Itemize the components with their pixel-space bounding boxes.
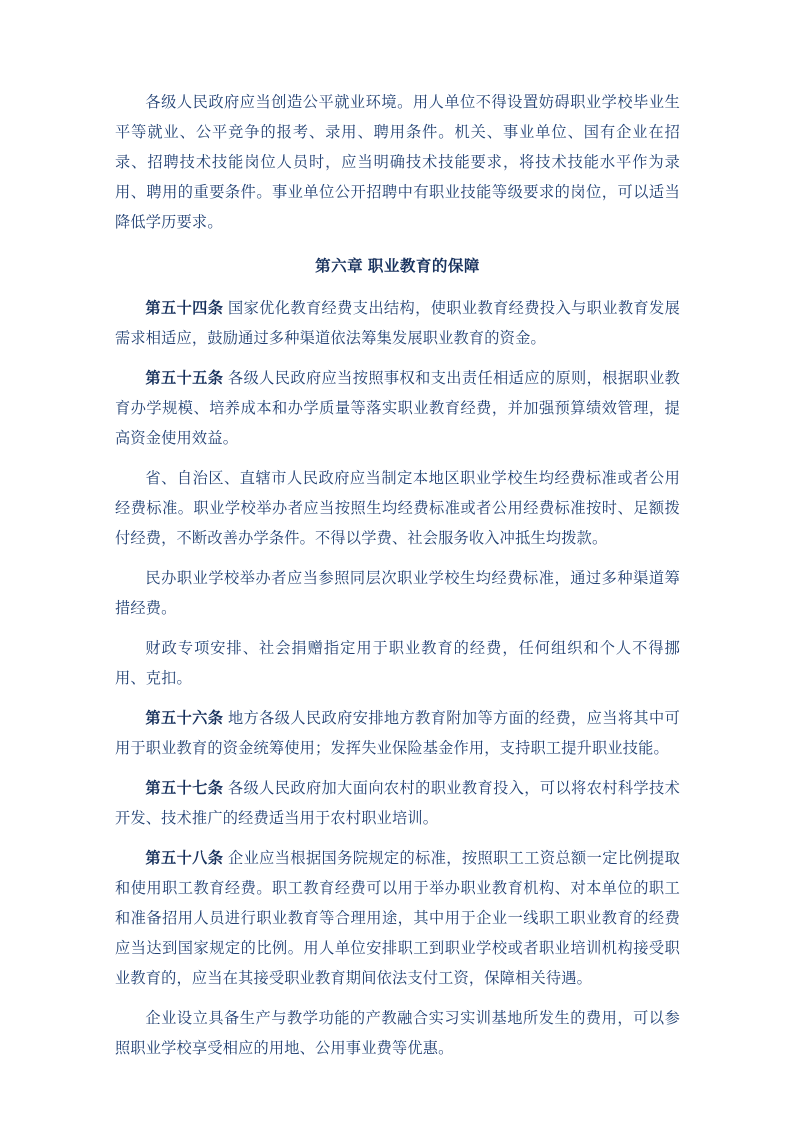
paragraph-text: 各级人民政府加大面向农村的职业教育投入，可以将农村科学技术开发、技术推广的经费适当用于农村职业培训。 bbox=[115, 780, 681, 827]
paragraph-text: 国家优化教育经费支出结构，使职业教育经费投入与职业教育发展需求相适应，鼓励通过多种渠道依法筹集发展职业教育的资金。 bbox=[115, 300, 681, 347]
paragraph-text: 各级人民政府应当按照事权和支出责任相适应的原则，根据职业教育办学规模、培养成本和办学质量等落实职业教育经费，并加强预算绩效管理，提高资金使用效益。 bbox=[115, 370, 681, 447]
body-paragraph: 各级人民政府应当创造公平就业环境。用人单位不得设置妨碍职业学校毕业生平等就业、公平竞争的报考、录用、聘用条件。机关、事业单位、国有企业在招录、招聘技术技能岗位人员时，应当明确技术技能要求，将技术技能水平作为录用、聘用的重要条件。事业单位公开招聘中有职业技能等级要求的岗位，可以适当降低学历要求。 bbox=[115, 94, 680, 231]
article-paragraph bbox=[115, 844, 680, 994]
article-number: 第五十五条 bbox=[145, 370, 224, 387]
body-paragraph: 民办职业学校举办者应当参照同层次职业学校生均经费标准，通过多种渠道筹措经费。 bbox=[115, 570, 680, 617]
body-paragraph: 企业设立具备生产与教学功能的产教融合实习实训基地所发生的费用，可以参照职业学校享受相应的用地、公用事业费等优惠。 bbox=[115, 1010, 680, 1057]
paragraph-text: 地方各级人民政府安排地方教育附加等方面的经费，应当将其中可用于职业教育的资金统筹使用；发挥失业保险基金作用，支持职工提升职业技能。 bbox=[115, 710, 681, 757]
article-number: 第五十六条 bbox=[145, 710, 224, 727]
article-number: 第五十四条 bbox=[145, 300, 224, 317]
article-paragraph bbox=[115, 364, 680, 454]
body-paragraph: 省、自治区、直辖市人民政府应当制定本地区职业学校生均经费标准或者公用经费标准。职业学校举办者应当按照生均经费标准或者公用经费标准按时、足额拨付经费，不断改善办学条件。不得以学费、社会服务收入冲抵生均拨款。 bbox=[115, 470, 680, 547]
article-number: 第五十八条 bbox=[145, 850, 224, 867]
article-number: 第五十七条 bbox=[145, 780, 224, 797]
body-paragraph: 财政专项安排、社会捐赠指定用于职业教育的经费，任何组织和个人不得挪用、克扣。 bbox=[115, 640, 680, 687]
article-paragraph bbox=[115, 774, 680, 834]
article-paragraph bbox=[115, 704, 680, 764]
document-body bbox=[115, 88, 680, 1074]
paragraph-text: 企业应当根据国务院规定的标准，按照职工工资总额一定比例提取和使用职工教育经费。职工教育经费可以用于举办职业教育机构、对本单位的职工和准备招用人员进行职业教育等合理用途，其中用于企业一线职工职业教育的经费应当达到国家规定的比例。用人单位安排职工到职业学校或者职业培训机构接受职业教育的，应当在其接受职业教育期间依法支付工资，保障相关待遇。 bbox=[115, 850, 681, 987]
article-paragraph bbox=[115, 294, 680, 354]
chapter-heading: 第六章 职业教育的保障 bbox=[315, 258, 480, 275]
